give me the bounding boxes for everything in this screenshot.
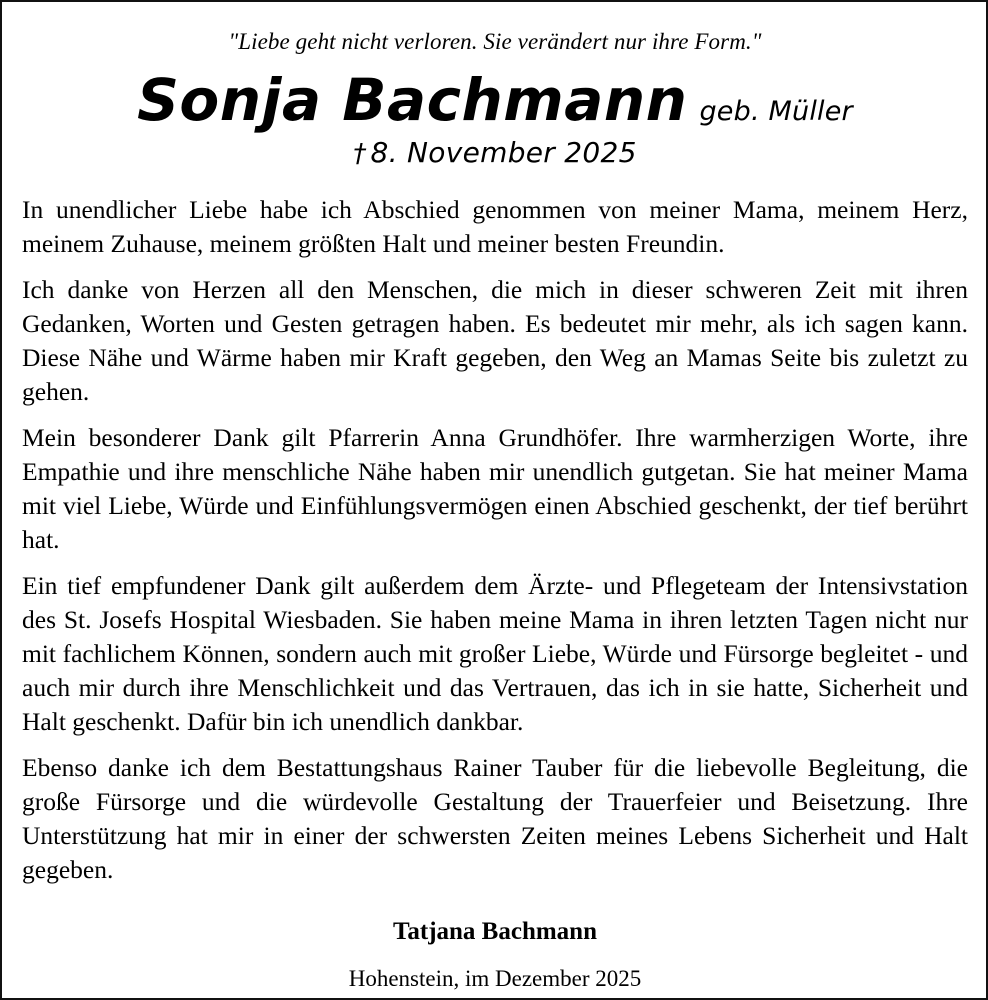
body-paragraph: Mein besonderer Dank gilt Pfarrerin Anna Grundhöfer. Ihre warmherzigen Worte, ihre Empathie und ihre menschliche Nähe haben mir unendlich gutgetan. Sie hat meiner Mama mit viel Liebe, Würde und Einfühlungsvermögen einen Abschied geschenkt, der tief berührt hat. [22,423,968,555]
signature-block [22,917,968,993]
deceased-name: Sonja Bachmann [137,65,688,134]
body-paragraph: Ein tief empfundener Dank gilt außerdem dem Ärzte- und Pflegeteam der Intensivstation des St. Josefs Hospital Wiesbaden. Sie haben meine Mama in ihren letzten Tagen nicht nur mit fachlichem Können, sondern auch mit großer Liebe, Würde und Fürsorge begleitet - und auch mir durch ihre Menschlichkeit und das Vertrauen, das ich in sie hatte, Sicherheit und Halt geschenkt. Dafür bin ich unendlich dankbar. [22,571,968,737]
body-paragraph: In unendlicher Liebe habe ich Abschied genommen von meiner Mama, meinem Herz, meinem Zuhause, meinem größten Halt und meiner besten Freundin. [22,195,968,259]
body-paragraph: Ich danke von Herzen all den Menschen, die mich in dieser schweren Zeit mit ihren Gedanken, Worten und Gesten getragen haben. Es bedeutet mir mehr, als ich sagen kann. Diese Nähe und Wärme haben mir Kraft gegeben, den Weg an Mamas Seite bis zuletzt zu gehen. [22,275,968,407]
place-and-date: Hohenstein, im Dezember 2025 [348,966,642,992]
obituary-body [22,193,968,887]
death-date-line [22,138,968,169]
cross-icon: † [353,139,367,170]
signer-name: Tatjana Bachmann [393,918,597,946]
memorial-quote: "Liebe geht nicht verloren. Sie verändert nur ihre Form." [228,29,762,54]
deceased-maiden-name: geb. Müller [699,95,853,127]
body-paragraph: Ebenso danke ich dem Bestattungshaus Rainer Tauber für die liebevolle Begleitung, die große Fürsorge und die würdevolle Gestaltung der Trauerfeier und Beisetzung. Ihre Unterstützung hat mir in einer der schwersten Zeiten meines Lebens Sicherheit und Halt gegeben. [22,753,968,885]
notice-inner [2,2,986,998]
deceased-name-line [22,65,968,134]
death-date: 8. November 2025 [370,136,637,170]
